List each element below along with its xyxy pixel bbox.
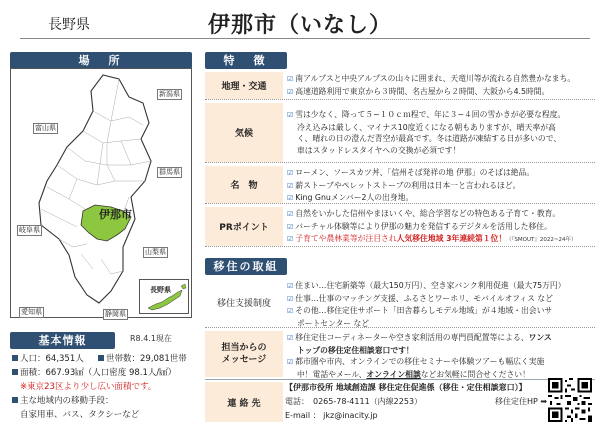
feature-line: ☑ 自然をいかした信州やまほいくや、総合学習などの特色ある子育て・教育。 [287, 209, 561, 218]
feature-line: 車はスタッドレスタイヤへの交換が必須です！ [297, 145, 461, 155]
feature-line: ☑ 雪は少なく、降って５~１０ｃｍ程で、年に３~４回の雪かきが必要な程度。 [287, 110, 566, 119]
feature-pr-points [205, 207, 595, 247]
checkbox-bullet-icon: ☑ [287, 358, 294, 366]
checkbox-bullet-icon: ☑ [287, 111, 294, 119]
map-label-aichi: 愛知県 [21, 308, 42, 316]
area-line [12, 366, 176, 378]
feature-line: ☑ バーチャル体験等により伊那の魅力を発信するデジタルを活用した移住。 [287, 221, 552, 231]
map-label-gunma: 群馬県 [159, 168, 180, 176]
migration-line: ☑ 移住定住コーディネーターや空き家利活用の専門員配置等による、ワンス [287, 333, 552, 342]
area-note: ※東京23区より少し広い面積です。 [20, 382, 157, 392]
migration-message [205, 331, 595, 377]
contact-label: 連 絡 先 [205, 382, 283, 422]
checkbox-bullet-icon: ☑ [287, 169, 294, 177]
checkbox-bullet-icon: ☑ [287, 334, 294, 342]
location-header: 場 所 [10, 52, 192, 69]
transport-line [12, 394, 114, 406]
migration-line: ☑ 住まい…住宅新築等（最大150万円）、空き家バンク利用促進（最大75万円） [287, 281, 566, 290]
bullet-square-icon [12, 355, 18, 361]
checkbox-bullet-icon: ☑ [287, 307, 294, 315]
migration-label: 担当からの メッセージ [205, 331, 283, 377]
feature-climate [205, 103, 595, 163]
contact-email[interactable]: E-mail ： jkz@inacity.jp [285, 411, 378, 420]
checkbox-bullet-icon: ☑ [287, 282, 294, 290]
location-map [10, 68, 192, 318]
migration-line: ☑ 都市圏や市内、オンラインでの移住セミナーや体験ツアーも幅広く実施 [287, 357, 545, 366]
title-divider [20, 38, 590, 39]
bullet-square-icon [98, 355, 104, 361]
migration-header: 移住の取組 [205, 258, 287, 275]
migration-label: 移住支援制度 [205, 278, 283, 327]
households-line [98, 352, 187, 364]
checkbox-bullet-icon: ☑ [287, 181, 294, 190]
basic-info-header: 基本情報 [10, 332, 115, 349]
basic-info-date: R8.4.1現在 [130, 334, 172, 343]
contact-divider [205, 379, 595, 380]
japan-mini-map [140, 280, 190, 315]
transport-label: 主な地域内の移動手段： [20, 396, 114, 406]
feature-label: PRポイント [205, 207, 283, 246]
map-inset-label: 長野県 [150, 286, 171, 294]
prefecture-name: 長野県 [48, 17, 90, 33]
checkbox-bullet-icon: ☑ [287, 235, 294, 243]
population-line [12, 352, 84, 364]
migration-line: ☑ その他…移住定住サポート「田舎暮らしモデル地域」が４地域・出会いサ [287, 306, 553, 315]
feature-line: ☑ ローメン、ソースカツ丼、「信州そば発祥の地 伊那」のそばは絶品。 [287, 168, 535, 177]
checkbox-bullet-icon: ☑ [287, 75, 294, 83]
contact-office: 【伊那市役所 地域創造課 移住定住促進係（移住・定住相談窓口）】 [285, 383, 527, 392]
one-stop-highlight: ワンス [528, 333, 552, 342]
map-label-niigata: 新潟県 [159, 90, 180, 98]
map-label-yamanashi: 山梨県 [145, 248, 166, 256]
feature-line: 冷え込みは厳しく、マイナス10度近くになる朝もありますが、晴天率が高 [297, 122, 556, 132]
map-label-gifu: 岐阜県 [19, 226, 40, 234]
ranking-highlight: 人気移住地域 3年連続第１位！ [396, 234, 507, 243]
qr-code-icon[interactable] [548, 378, 592, 422]
nagano-outline [39, 75, 151, 303]
bullet-square-icon [12, 369, 18, 375]
map-label-toyama: 富山県 [35, 124, 56, 132]
checkbox-bullet-icon: ☑ [287, 222, 294, 231]
checkbox-bullet-icon: ☑ [287, 194, 294, 202]
feature-line: ☑ King Gnuメンバー2人の出身地。 [287, 193, 414, 202]
features-header: 特 徴 [205, 52, 287, 69]
feature-line: ☑ 高速道路利用で東京から３時間、名古屋から２時間、大阪から4.5時間。 [287, 86, 550, 96]
feature-label: 地理・交通 [205, 72, 283, 99]
migration-hp-link[interactable]: 移住定住HP ➡ [495, 397, 548, 406]
migration-line: ☑ 仕事…仕事のマッチング支援、ふるさとワーホリ、モバイルオフィス など [287, 293, 553, 303]
checkbox-bullet-icon: ☑ [287, 210, 294, 218]
bullet-square-icon [12, 397, 18, 403]
feature-line: ☑ 薪ストーブやペレットストーブの利用は日本一と言われるほど。 [287, 180, 521, 190]
population: 人口：64,351人 [20, 354, 84, 364]
feature-geography [205, 72, 595, 100]
feature-line: ☑ 子育てや農林業等が注目され人気移住地域 3年連続第１位！（『SMOUT』2022~24年） [287, 234, 577, 243]
feature-line: ☑ 南アルプスと中央アルプスの山々に囲まれ、天竜川等が流れる自然豊かなまち。 [287, 74, 576, 83]
city-title: 伊那市（いなし） [208, 13, 393, 38]
households: 世帯数：29,081世帯 [106, 354, 187, 364]
migration-line: トップの移住定住相談窓口です！ [297, 345, 414, 355]
feature-label: 気候 [205, 103, 283, 162]
transport-value: 自家用車、バス、タクシーなど [20, 410, 140, 420]
ranking-source: （『SMOUT』2022~24年） [506, 237, 577, 243]
feature-label: 名 物 [205, 166, 283, 203]
migration-support [205, 278, 595, 328]
area: 面積：667.93㎢（人口密度 98.1人/㎢） [20, 368, 177, 378]
checkbox-bullet-icon: ☑ [287, 87, 294, 96]
feature-line: く、晴れの日の澄んだ青空が最高です。冬は道路が凍結する日が多いので、 [297, 134, 562, 143]
checkbox-bullet-icon: ☑ [287, 294, 294, 303]
feature-specialties [205, 166, 595, 204]
online-consult-highlight: オンライン相談 [366, 369, 421, 379]
migration-line: 中！電話やメール、オンライン相談などお気軽に問合せください！ [297, 369, 530, 379]
map-city-label: 伊那市 [99, 208, 132, 221]
map-inset [139, 279, 189, 314]
contact-phone[interactable]: 電話： 0265-78-4111（内線2253） [285, 397, 423, 406]
map-label-shizuoka: 静岡県 [105, 310, 126, 318]
migration-line: ポートセンター など [297, 318, 370, 328]
